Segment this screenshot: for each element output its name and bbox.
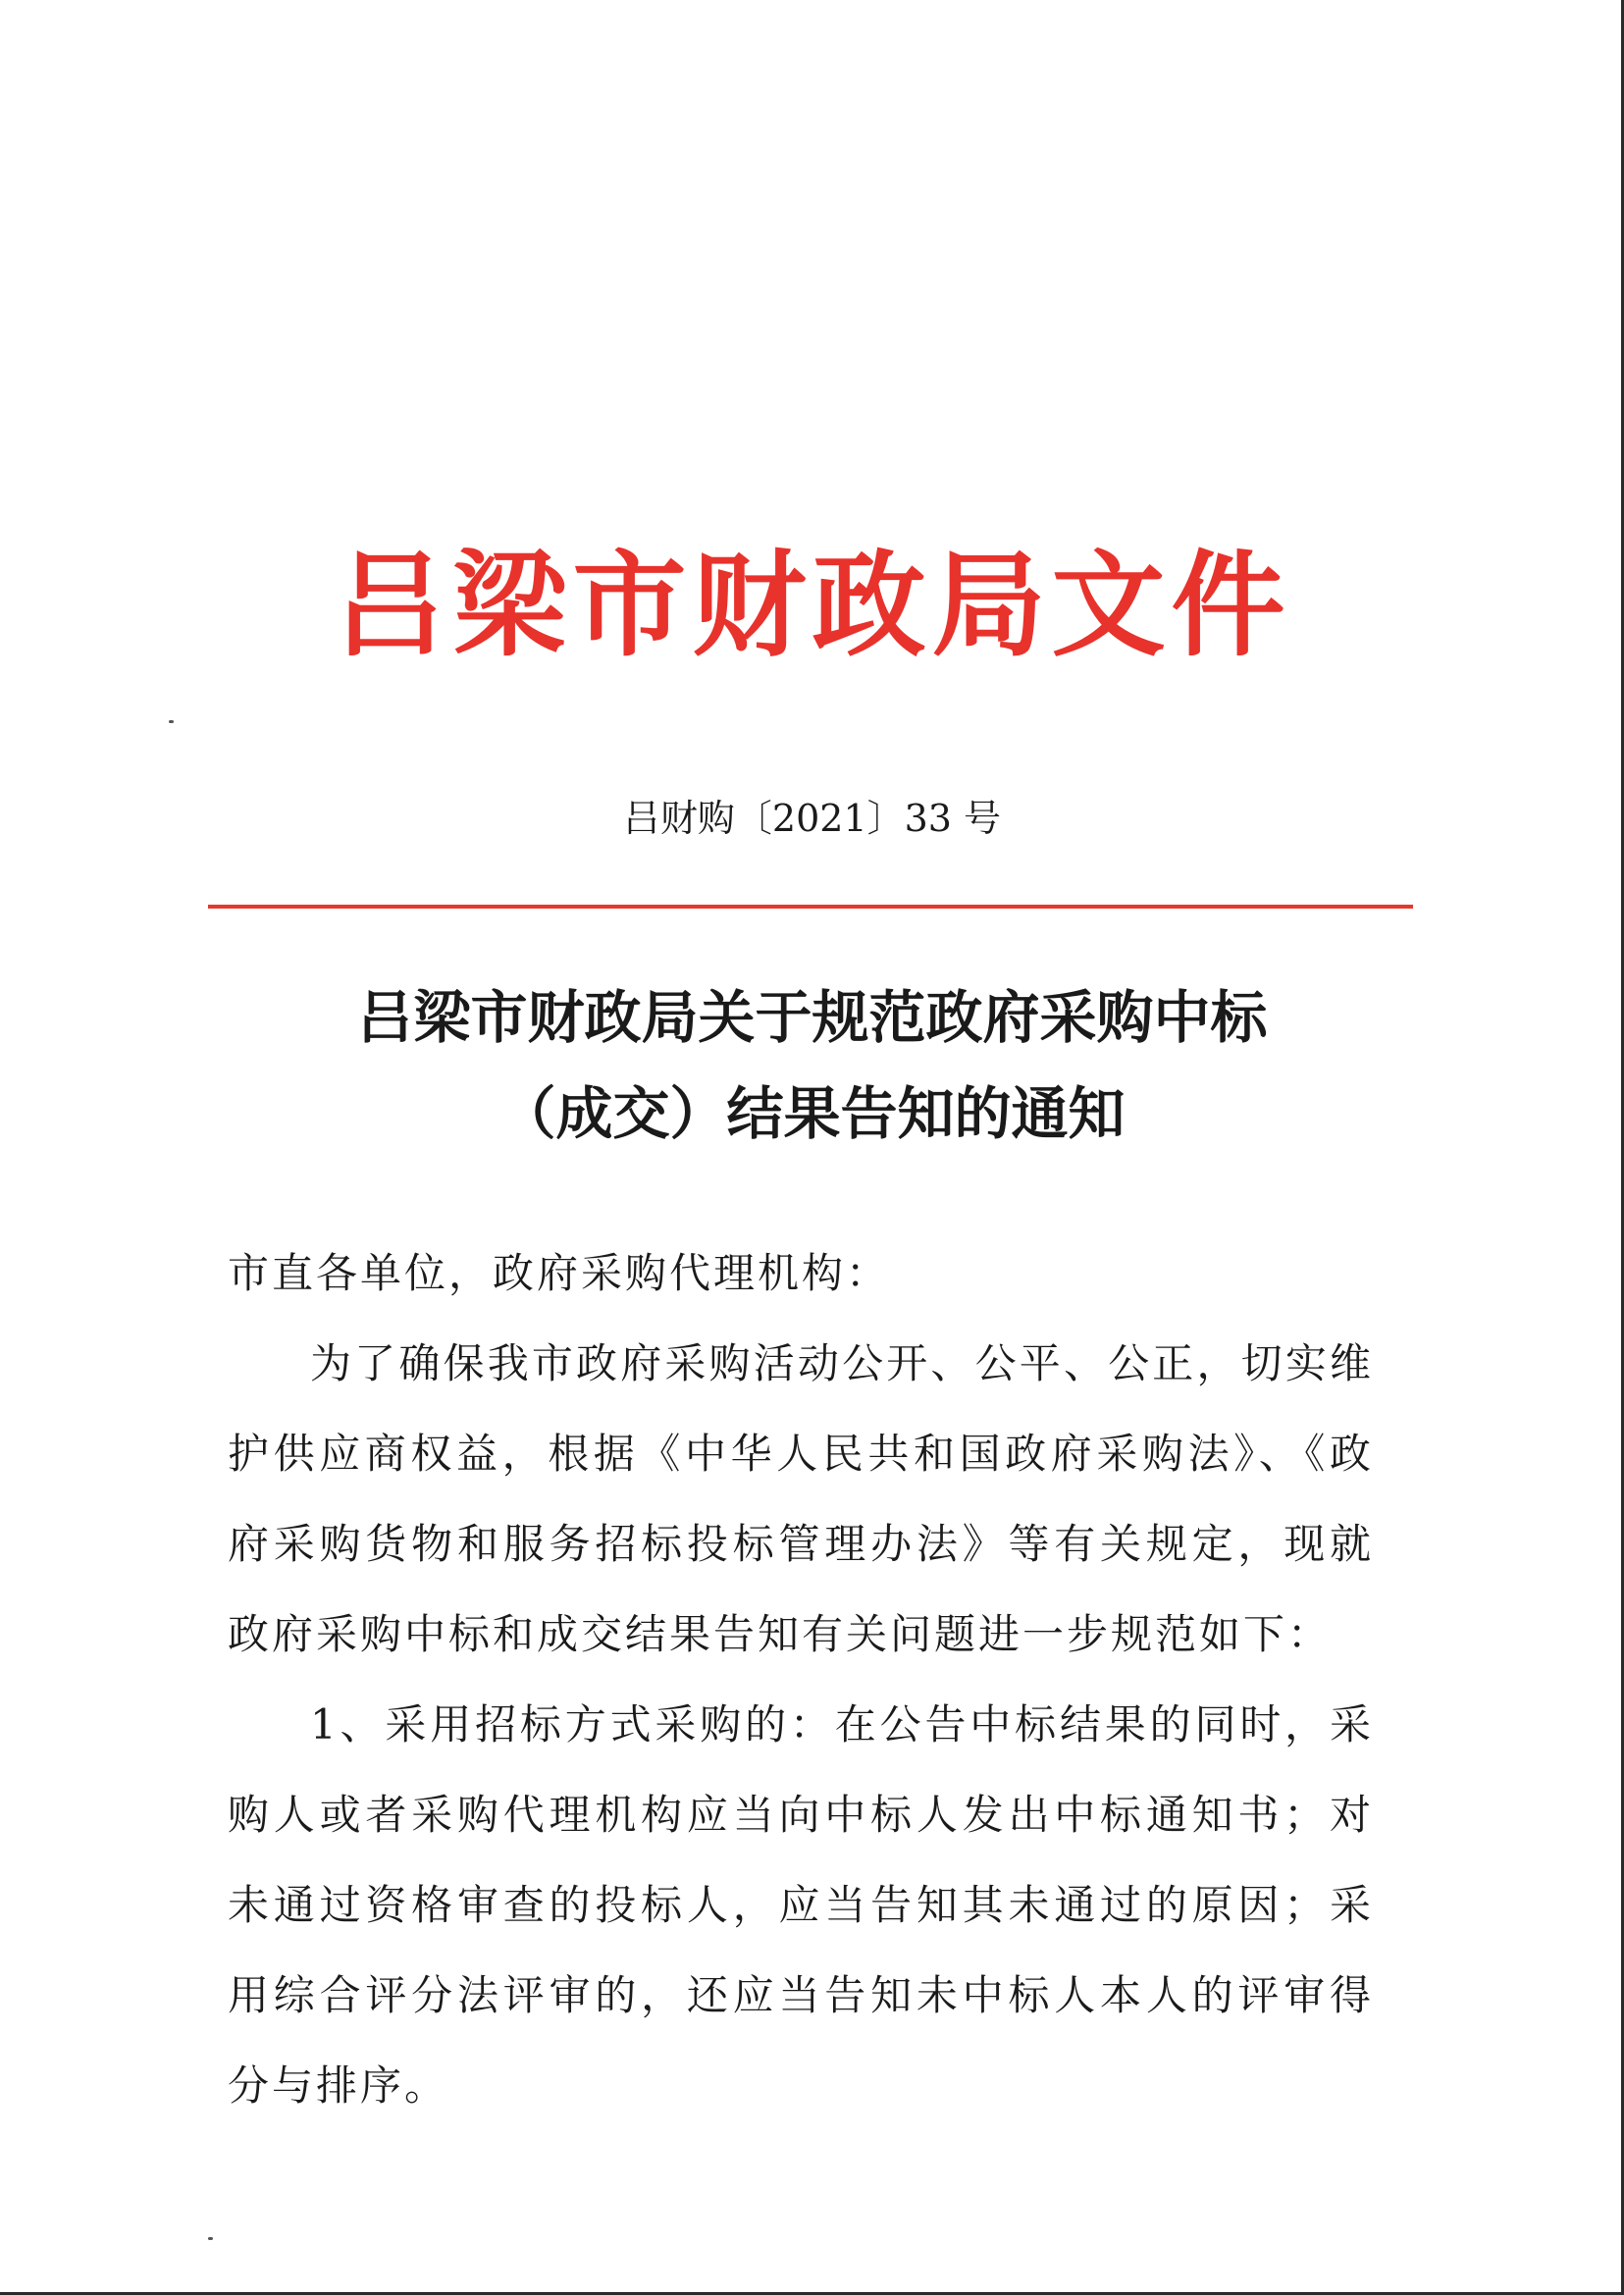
document-title-line-2: （成交）结果告知的通知 <box>498 1080 1126 1147</box>
document-title-line-1: 吕梁市财政局关于规范政府采购中标 <box>356 984 1268 1051</box>
document-number: 吕财购〔2021〕33 号 <box>622 797 1002 840</box>
salutation: 市直各单位，政府采购代理机构： <box>228 1249 891 1297</box>
masthead-title: 吕梁市财政局文件 <box>333 539 1291 672</box>
scan-speck <box>169 720 174 723</box>
red-divider-rule <box>208 905 1413 909</box>
body-paragraph-2: 1、采用招标方式采购的：在公告中标结果的同时，采购人或者采购代理机构应当向中标人发出中标通知书；对未通过资格审查的投标人，应当告知其未通过的原因；采用综合评分法评审的，还应当告知未中标人本人的评审得分与排序。 <box>228 1700 1374 2110</box>
document-body <box>228 1228 1374 2131</box>
body-paragraph-1: 为了确保我市政府采购活动公开、公平、公正，切实维护供应商权益，根据《中华人民共和国政府采购法》、《政府采购货物和服务招标投标管理办法》等有关规定，现就政府采购中标和成交结果告知有关问题进一步规范如下： <box>228 1339 1374 1658</box>
scan-speck <box>208 2237 213 2240</box>
document-title <box>0 969 1624 1162</box>
